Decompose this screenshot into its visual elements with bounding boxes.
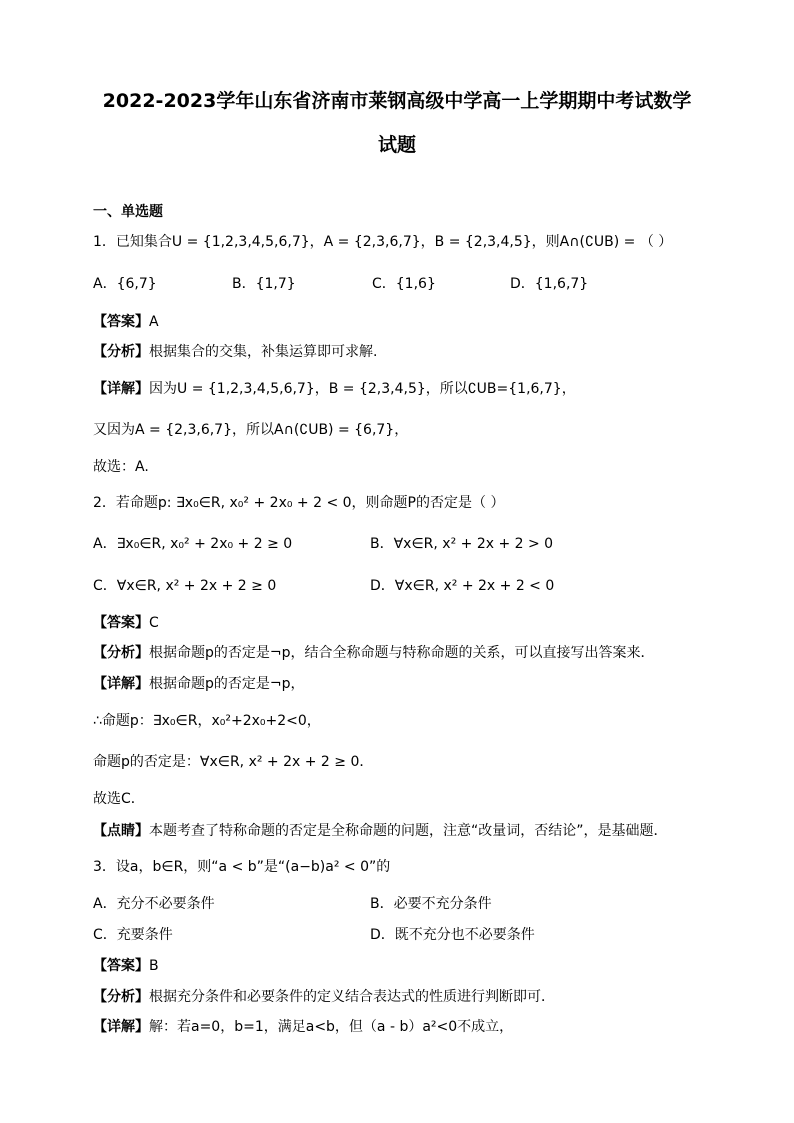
q1-analysis bbox=[93, 342, 377, 362]
detail-text: 因为U = {1,2,3,4,5,6,7}，B = {2,3,4,5}，所以∁UB={1,6,7}， bbox=[149, 381, 576, 397]
doc-title-line1: 2022-2023学年山东省济南市莱钢高级中学高一上学期期中考试数学 bbox=[102, 90, 692, 112]
q2-option-d: D．∀x∈R, x² + 2x + 2 < 0 bbox=[370, 578, 555, 594]
q3-option-b: B．必要不充分条件 bbox=[370, 896, 492, 912]
analysis-text: 根据集合的交集，补集运算即可求解. bbox=[149, 344, 378, 360]
answer-tag: 【答案】 bbox=[93, 615, 149, 631]
q2-detail-3: 命题p的否定是：∀x∈R, x² + 2x + 2 ≥ 0． bbox=[93, 754, 374, 770]
q2-comment bbox=[93, 821, 668, 841]
q2-detail-2: ∴命题p：∃x₀∈R，x₀²+2x₀+2<0， bbox=[93, 713, 321, 729]
analysis-tag: 【分析】 bbox=[93, 989, 149, 1005]
q2-detail-4: 故选C． bbox=[93, 791, 145, 807]
q2-detail-1 bbox=[93, 674, 305, 694]
q3-option-c: C．充要条件 bbox=[93, 927, 173, 943]
q1-stem: 1．已知集合U = {1,2,3,4,5,6,7}，A = {2,3,6,7}，B = {2,3,4,5}，则A∩(∁UB) = （ ） bbox=[93, 234, 673, 250]
detail-tag: 【详解】 bbox=[93, 1019, 149, 1035]
q3-option-a: A．充分不必要条件 bbox=[93, 896, 215, 912]
q3-option-d: D．既不充分也不必要条件 bbox=[370, 927, 535, 943]
q1-option-c: C．{1,6} bbox=[372, 276, 436, 292]
q1-option-b: B．{1,7} bbox=[232, 276, 296, 292]
answer-tag: 【答案】 bbox=[93, 958, 149, 974]
analysis-tag: 【分析】 bbox=[93, 645, 149, 661]
detail-text: 根据命题p的否定是¬p， bbox=[149, 676, 305, 692]
answer-value: C bbox=[149, 615, 159, 631]
detail-tag: 【详解】 bbox=[93, 676, 149, 692]
q2-option-c: C．∀x∈R, x² + 2x + 2 ≥ 0 bbox=[93, 578, 277, 594]
doc-title-line2: 试题 bbox=[377, 134, 416, 156]
q3-detail-1 bbox=[93, 1017, 513, 1037]
analysis-text: 根据命题p的否定是¬p，结合全称命题与特称命题的关系，可以直接写出答案来． bbox=[149, 645, 655, 661]
analysis-text: 根据充分条件和必要条件的定义结合表达式的性质进行判断即可． bbox=[149, 989, 555, 1005]
detail-tag: 【详解】 bbox=[93, 381, 149, 397]
q2-option-a: A．∃x₀∈R, x₀² + 2x₀ + 2 ≥ 0 bbox=[93, 536, 293, 552]
q3-analysis bbox=[93, 987, 555, 1007]
answer-tag: 【答案】 bbox=[93, 314, 149, 330]
detail-text: 解：若a=0，b=1，满足a<b，但（a - b）a²<0不成立， bbox=[149, 1019, 514, 1035]
q2-stem: 2．若命题p: ∃x₀∈R, x₀² + 2x₀ + 2 < 0，则命题P的否定是（ ） bbox=[93, 495, 505, 511]
q1-detail-1 bbox=[93, 379, 576, 399]
q1-option-d: D．{1,6,7} bbox=[510, 276, 589, 292]
section-heading: 一、单选题 bbox=[93, 204, 163, 220]
q3-answer bbox=[93, 956, 159, 976]
q2-option-b: B．∀x∈R, x² + 2x + 2 > 0 bbox=[370, 536, 554, 552]
q1-answer bbox=[93, 312, 159, 332]
q2-analysis bbox=[93, 643, 655, 663]
q1-detail-3: 故选：A. bbox=[93, 459, 149, 475]
q1-option-a: A．{6,7} bbox=[93, 276, 157, 292]
q3-stem: 3．设a，b∈R，则“a < b”是“(a−b)a² < 0”的 bbox=[93, 859, 391, 875]
answer-value: A bbox=[149, 314, 159, 330]
comment-text: 本题考查了特称命题的否定是全称命题的问题，注意“改量词，否结论”，是基础题． bbox=[149, 823, 668, 839]
q2-answer bbox=[93, 613, 159, 633]
q1-detail-2: 又因为A = {2,3,6,7}，所以A∩(∁UB) = {6,7}， bbox=[93, 422, 409, 438]
answer-value: B bbox=[149, 958, 159, 974]
comment-tag: 【点睛】 bbox=[93, 823, 149, 839]
analysis-tag: 【分析】 bbox=[93, 344, 149, 360]
